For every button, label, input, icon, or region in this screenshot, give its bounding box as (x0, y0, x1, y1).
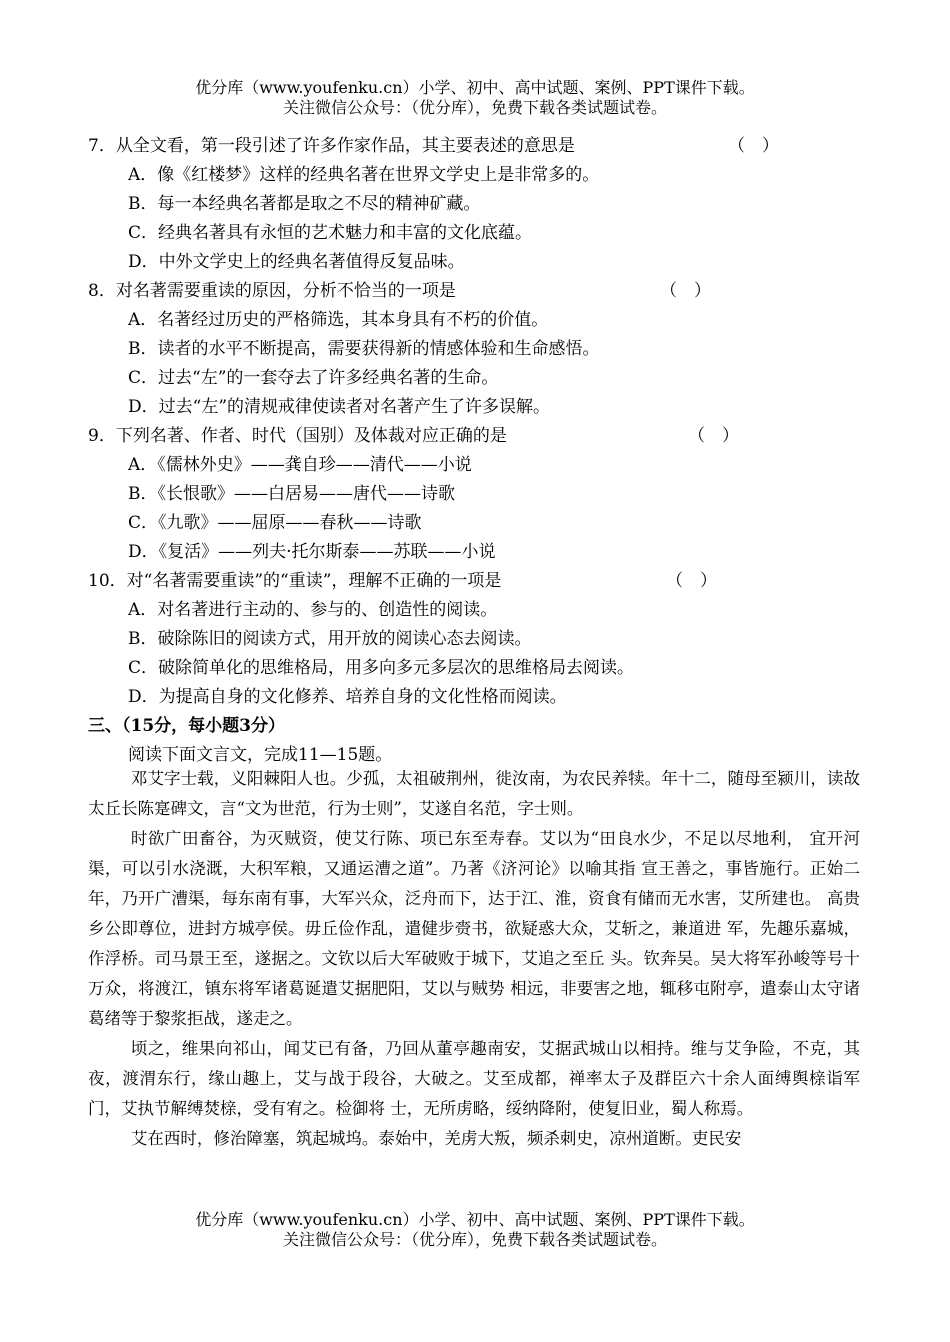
page-footer (0, 1210, 950, 1250)
option-item: D．为提高自身的文化修养、培养自身的文化性格而阅读。 (128, 687, 567, 707)
section-instruction: 阅读下面文言文，完成11—15题。 (128, 745, 393, 765)
answer-blank: （ ） (666, 571, 717, 591)
classical-passage (88, 764, 860, 1154)
page-header (0, 78, 950, 118)
section-title: 三、（15分，每小题3分） (88, 716, 285, 736)
option-item: A．像《红楼梦》这样的经典名著在世界文学史上是非常多的。 (128, 165, 600, 185)
option-item: B．破除陈旧的阅读方式，用开放的阅读心态去阅读。 (128, 629, 532, 649)
option-item: A．《儒林外史》——龚自珍——清代——小说 (128, 455, 472, 475)
header-line-1: 优分库（www.youfenku.cn）小学、初中、高中试题、案例、PPT课件下载。 (195, 78, 755, 97)
question-block (88, 132, 868, 770)
question-stem-7 (88, 132, 868, 161)
header-line-2: 关注微信公众号：（优分库），免费下载各类试题试卷。 (282, 98, 667, 117)
option-item: B．读者的水平不断提高，需要获得新的情感体验和生命感悟。 (128, 339, 600, 359)
option-item: C．《九歌》——屈原——春秋——诗歌 (128, 513, 422, 533)
footer-line-1: 优分库（www.youfenku.cn）小学、初中、高中试题、案例、PPT课件下载。 (195, 1210, 755, 1229)
option-item: C．过去“左”的一套夺去了许多经典名著的生命。 (128, 368, 499, 388)
question-stem-10 (88, 567, 868, 596)
option-item: A．对名著进行主动的、参与的、创造性的阅读。 (128, 600, 498, 620)
answer-blank: （ ） (728, 136, 779, 156)
option-item: D．中外文学史上的经典名著值得反复品味。 (128, 252, 465, 272)
option-item: A．名著经过历史的严格筛选，其本身具有不朽的价值。 (128, 310, 549, 330)
passage-paragraph: 顷之，维果向祁山，闻艾已有备，乃回从董亭趣南安，艾据武城山以相持。维与艾争险，不克，其夜，渡渭东行，缘山趣上，艾与战于段谷，大破之。艾至成都，禅率太子及群臣六十余人面缚舆榇诣军门，艾执节解缚焚榇，受有宥之。检御将 士，无所虏略，绥纳降附，使复旧业，蜀人称焉。 (88, 1039, 860, 1118)
question-text: 10．对“名著需要重读”的“重读”，理解不正确的一项是 (88, 571, 502, 591)
passage-paragraph: 艾在西时，修治障塞，筑起城坞。泰始中，羌虏大叛，频杀刺史，凉州道断。吏民安 (130, 1129, 742, 1148)
question-stem-9 (88, 422, 868, 451)
question-stem-8 (88, 277, 868, 306)
question-text: 9．下列名著、作者、时代（国别）及体裁对应正确的是 (88, 426, 507, 446)
option-item: C．经典名著具有永恒的艺术魅力和丰富的文化底蕴。 (128, 223, 533, 243)
answer-blank: （ ） (688, 426, 739, 446)
option-item: D．《复活》——列夫·托尔斯泰——苏联——小说 (128, 542, 496, 562)
option-item: C．破除简单化的思维格局，用多向多元多层次的思维格局去阅读。 (128, 658, 635, 678)
question-text: 7．从全文看，第一段引述了许多作家作品，其主要表述的意思是 (88, 136, 575, 156)
passage-paragraph: 邓艾字士载，义阳棘阳人也。少孤，太祖破荆州，徙汝南，为农民养犊。年十二，随母至颍川，读故太丘长陈寔碑文，言“文为世范，行为士则”，艾遂自名范，字士则。 (88, 769, 860, 818)
option-item: D．过去“左”的清规戒律使读者对名著产生了许多误解。 (128, 397, 551, 417)
footer-line-2: 关注微信公众号：（优分库），免费下载各类试题试卷。 (282, 1230, 667, 1249)
option-item: B．《长恨歌》——白居易——唐代——诗歌 (128, 484, 455, 504)
answer-blank: （ ） (660, 281, 711, 301)
option-item: B．每一本经典名著都是取之不尽的精神矿藏。 (128, 194, 481, 214)
question-text: 8．对名著需要重读的原因，分析不恰当的一项是 (88, 281, 456, 301)
passage-paragraph: 时欲广田畜谷，为灭贼资，使艾行陈、项已东至寿春。艾以为“田良水少，不足以尽地利， 宜开河渠，可以引水浇溉，大积军粮，又通运漕之道”。乃著《济河论》以喻其指 宣王善之，事皆施行。正始二年，乃开广漕渠，每东南有事，大军兴众，泛舟而下，达于江、淮，资食有储而无水害，艾所建也。 高贵乡公即尊位，进封方城亭侯。毋丘俭作乱，遣健步赍书，欲疑惑大众，艾斩之，兼道进 军，先趣乐嘉城，作浮桥。司马景王至，遂据之。文钦以后大军破败于城下，艾追之至丘 头。钦奔吴。吴大将军孙峻等号十万众，将渡江，镇东将军诸葛诞遣艾据肥阳，艾以与贼势 相远，非要害之地，辄移屯附亭，遣泰山太守诸葛绪等于黎浆拒战，遂走之。 (88, 829, 860, 1028)
